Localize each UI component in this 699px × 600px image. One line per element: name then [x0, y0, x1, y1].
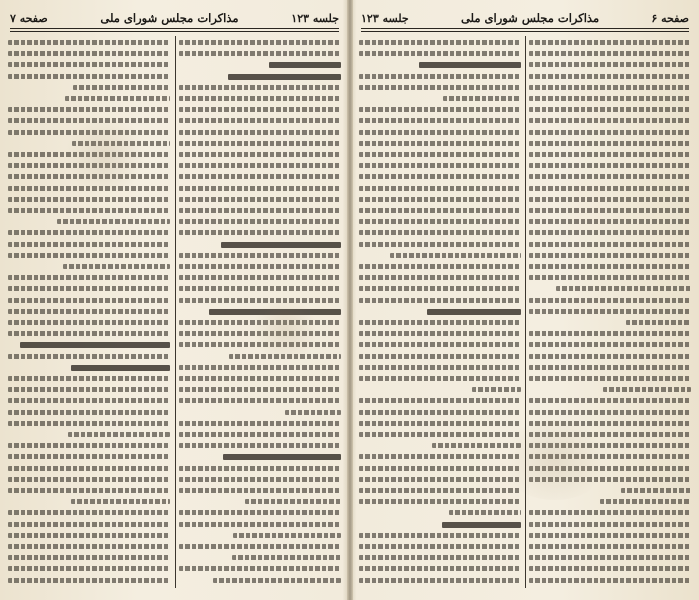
text-line: [8, 410, 170, 415]
text-line: [179, 219, 341, 224]
left-page-title: مذاکرات مجلس شورای ملی: [100, 11, 239, 25]
text-line: [179, 443, 341, 448]
text-line: [8, 107, 170, 112]
text-line: [179, 298, 341, 303]
text-line: [8, 443, 170, 448]
text-line: [359, 242, 521, 247]
text-line: [556, 286, 691, 291]
text-line: [8, 510, 170, 515]
text-line: [179, 275, 341, 280]
text-heading-line: [269, 62, 341, 68]
text-line: [529, 410, 691, 415]
right-page: [351, 0, 699, 600]
text-line: [8, 398, 170, 403]
right-page-header: [361, 8, 689, 28]
text-line: [529, 566, 691, 571]
text-line: [529, 264, 691, 269]
text-line: [529, 163, 691, 168]
text-line: [359, 219, 521, 224]
text-line: [8, 533, 170, 538]
text-line: [8, 230, 170, 235]
text-line: [179, 186, 341, 191]
text-line: [359, 286, 521, 291]
text-line: [529, 208, 691, 213]
text-line: [626, 320, 691, 325]
text-heading-line: [20, 342, 170, 348]
left-page-number: صفحه ۷: [10, 11, 48, 25]
text-line: [63, 264, 170, 269]
text-line: [449, 510, 521, 515]
text-line: [8, 286, 170, 291]
left-header-rule-2: [10, 31, 339, 32]
text-line: [359, 488, 521, 493]
text-line: [359, 555, 521, 560]
text-line: [179, 544, 341, 549]
text-line: [8, 522, 170, 527]
text-line: [359, 208, 521, 213]
text-line: [359, 499, 521, 504]
text-line: [529, 242, 691, 247]
text-line: [359, 163, 521, 168]
text-line: [529, 152, 691, 157]
text-line: [359, 85, 521, 90]
text-line: [359, 354, 521, 359]
text-line: [213, 578, 341, 583]
left-header-rule: [10, 28, 339, 29]
text-heading-line: [71, 365, 170, 371]
right-page-session: جلسه ۱۲۳: [361, 11, 409, 25]
text-line: [529, 275, 691, 280]
text-line: [8, 477, 170, 482]
right-page-column-divider: [525, 36, 526, 588]
text-line: [359, 466, 521, 471]
text-line: [179, 107, 341, 112]
text-line: [8, 275, 170, 280]
left-page-header: [10, 8, 339, 28]
book-gutter: [347, 0, 353, 600]
text-line: [359, 141, 521, 146]
text-line: [8, 578, 170, 583]
text-line: [8, 51, 170, 56]
text-line: [529, 578, 691, 583]
text-line: [179, 398, 341, 403]
text-line: [179, 510, 341, 515]
text-line: [529, 354, 691, 359]
text-line: [179, 197, 341, 202]
text-line: [71, 499, 170, 504]
text-line: [8, 320, 170, 325]
text-line: [529, 398, 691, 403]
paper-stain: [500, 420, 610, 500]
text-line: [179, 85, 341, 90]
text-line: [179, 141, 341, 146]
text-line: [359, 331, 521, 336]
text-line: [57, 219, 170, 224]
text-line: [359, 477, 521, 482]
text-line: [179, 387, 341, 392]
text-line: [245, 499, 341, 504]
text-line: [8, 544, 170, 549]
text-line: [359, 320, 521, 325]
text-line: [359, 230, 521, 235]
text-line: [179, 230, 341, 235]
text-line: [359, 152, 521, 157]
text-line: [359, 264, 521, 269]
text-line: [390, 253, 521, 258]
right-header-rule-2: [361, 31, 689, 32]
text-line: [529, 40, 691, 45]
text-line: [8, 242, 170, 247]
text-line: [179, 376, 341, 381]
text-line: [179, 421, 341, 426]
text-line: [359, 186, 521, 191]
text-line: [529, 62, 691, 67]
text-line: [359, 275, 521, 280]
text-line: [443, 96, 521, 101]
text-line: [529, 555, 691, 560]
text-line: [285, 410, 341, 415]
right-page-column-1: [529, 38, 691, 592]
text-line: [68, 432, 170, 437]
text-line: [179, 118, 341, 123]
text-line: [8, 354, 170, 359]
text-line: [359, 130, 521, 135]
text-line: [359, 421, 521, 426]
text-line: [529, 510, 691, 515]
text-line: [359, 432, 521, 437]
left-page-column-divider: [175, 36, 176, 588]
right-page-number: صفحه ۶: [651, 11, 689, 25]
text-line: [359, 197, 521, 202]
text-line: [8, 40, 170, 45]
text-line: [8, 74, 170, 79]
text-line: [8, 208, 170, 213]
text-line: [529, 130, 691, 135]
text-line: [359, 454, 521, 459]
text-line: [73, 85, 170, 90]
text-line: [359, 118, 521, 123]
left-page: [0, 0, 349, 600]
text-line: [8, 454, 170, 459]
text-line: [529, 533, 691, 538]
text-line: [179, 522, 341, 527]
text-line: [529, 331, 691, 336]
text-line: [179, 488, 341, 493]
text-line: [179, 432, 341, 437]
text-line: [359, 74, 521, 79]
text-line: [8, 387, 170, 392]
text-line: [359, 578, 521, 583]
text-line: [179, 365, 341, 370]
text-line: [359, 566, 521, 571]
text-line: [529, 522, 691, 527]
text-line: [529, 197, 691, 202]
text-line: [8, 376, 170, 381]
text-line: [529, 309, 691, 314]
text-line: [529, 230, 691, 235]
text-line: [529, 342, 691, 347]
text-line: [179, 163, 341, 168]
text-line: [8, 566, 170, 571]
text-line: [603, 387, 691, 392]
text-line: [359, 533, 521, 538]
text-line: [529, 219, 691, 224]
text-line: [529, 298, 691, 303]
text-line: [529, 365, 691, 370]
text-line: [529, 74, 691, 79]
text-line: [359, 40, 521, 45]
text-line: [359, 298, 521, 303]
text-line: [529, 118, 691, 123]
text-line: [359, 410, 521, 415]
text-heading-line: [419, 62, 521, 68]
text-line: [359, 174, 521, 179]
text-line: [359, 544, 521, 549]
text-line: [179, 152, 341, 157]
text-line: [8, 309, 170, 314]
text-line: [179, 286, 341, 291]
paper-stain: [250, 300, 320, 360]
text-line: [179, 477, 341, 482]
text-line: [179, 174, 341, 179]
text-line: [65, 96, 170, 101]
text-line: [179, 208, 341, 213]
text-line: [8, 62, 170, 67]
text-line: [359, 107, 521, 112]
text-line: [179, 466, 341, 471]
text-heading-line: [427, 309, 521, 315]
text-line: [529, 107, 691, 112]
text-line: [8, 253, 170, 258]
text-line: [359, 342, 521, 347]
text-line: [179, 566, 341, 571]
text-line: [472, 387, 521, 392]
text-heading-line: [228, 74, 341, 80]
text-line: [179, 96, 341, 101]
text-line: [8, 466, 170, 471]
text-line: [179, 130, 341, 135]
text-line: [8, 331, 170, 336]
text-line: [179, 51, 341, 56]
text-line: [529, 174, 691, 179]
text-line: [8, 421, 170, 426]
paper-stain: [60, 120, 150, 190]
text-line: [600, 499, 691, 504]
text-line: [179, 264, 341, 269]
text-line: [359, 51, 521, 56]
text-line: [359, 398, 521, 403]
text-line: [179, 253, 341, 258]
text-line: [529, 96, 691, 101]
text-line: [359, 376, 521, 381]
right-page-title: مذاکرات مجلس شورای ملی: [460, 11, 600, 25]
text-line: [529, 544, 691, 549]
text-heading-line: [223, 454, 341, 460]
text-line: [8, 488, 170, 493]
text-heading-line: [221, 242, 341, 248]
text-line: [529, 376, 691, 381]
text-line: [8, 197, 170, 202]
right-header-rule: [361, 28, 689, 29]
text-line: [8, 298, 170, 303]
text-line: [529, 141, 691, 146]
text-line: [529, 85, 691, 90]
text-heading-line: [442, 522, 521, 528]
right-page-column-2: [359, 38, 521, 592]
text-line: [621, 488, 691, 493]
text-line: [529, 51, 691, 56]
text-line: [233, 533, 341, 538]
left-page-session: جلسه ۱۲۳: [291, 11, 339, 25]
text-line: [8, 555, 170, 560]
text-line: [232, 555, 341, 560]
text-line: [359, 365, 521, 370]
text-line: [179, 40, 341, 45]
text-line: [529, 186, 691, 191]
text-line: [529, 253, 691, 258]
